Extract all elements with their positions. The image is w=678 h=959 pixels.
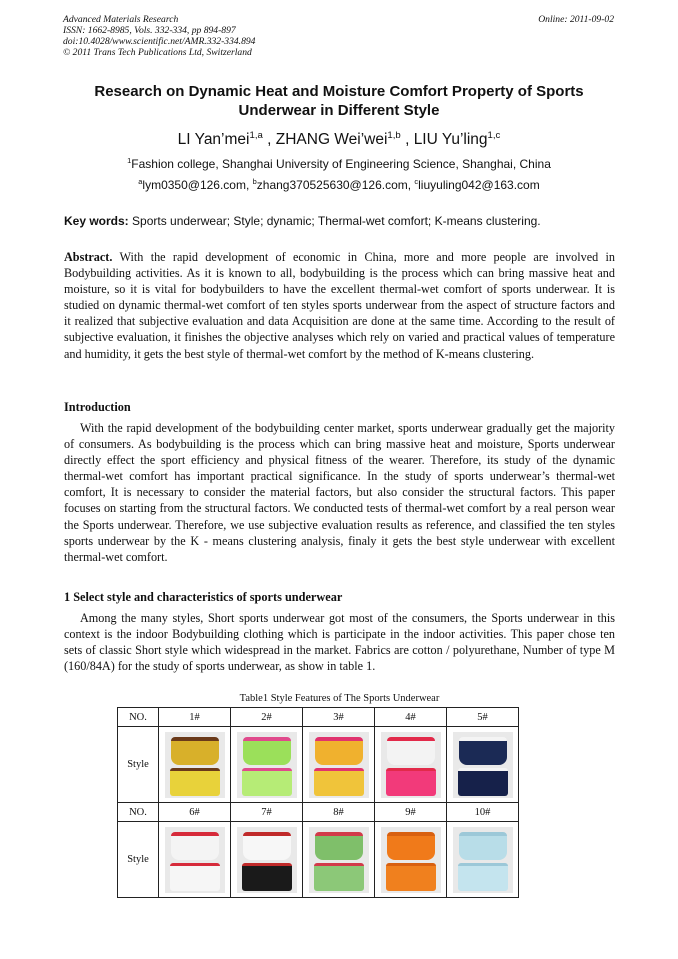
abstract-text: With the rapid development of economic in China, more and more people are involved in Bodybuilding activities. As it is known to all, bodybuilding is the process which can bring massive heat and moisture, so it is vital for bodybuilders to have the excellent thermal-wet comfort of sports underwear. It is studied on dynamic thermal-wet comfort of ten styles sports underwear from the aspect of structure factors and it realized that subjective evaluation and data Acquisition are done at the same time. According to the result of subjective evaluation, it finishes the objective analyses which rely on varied and practical values of temperature and humidity, it gets the best style of thermal-wet comfort by the method of K-means clustering.: [64, 250, 615, 361]
affiliation-sup: 1: [127, 156, 132, 165]
table-row: [118, 727, 519, 803]
underwear-photo: [165, 827, 225, 893]
underwear-photo: [381, 827, 441, 893]
title-line-2: Underwear in Different Style: [238, 102, 440, 119]
email-b: zhang370525630@126.com,: [256, 178, 415, 192]
underwear-photo: [309, 732, 369, 798]
email-c-sup: c: [414, 177, 419, 186]
issn-line: ISSN: 1662-8985, Vols. 332-334, pp 894-897: [63, 25, 236, 36]
author-2-sup: 1,b: [387, 129, 401, 141]
no-label: NO.: [118, 708, 159, 727]
style-number: 6#: [159, 803, 231, 822]
style-number: 7#: [231, 803, 303, 822]
online-date: Online: 2011-09-02: [538, 14, 614, 25]
style-label: Style: [118, 822, 159, 898]
style-number: 10#: [447, 803, 519, 822]
author-1-sup: 1,a: [249, 129, 263, 141]
style-number: 9#: [375, 803, 447, 822]
email-c: liuyuling042@163.com: [418, 178, 540, 192]
paper-title: [60, 82, 618, 120]
author-1: LI Yan’mei: [177, 131, 250, 148]
author-3-sup: 1,c: [487, 129, 501, 141]
copyright-line: © 2011 Trans Tech Publications Ltd, Switzerland: [63, 47, 252, 58]
affiliation-text: Fashion college, Shanghai University of Engineering Science, Shanghai, China: [131, 157, 551, 171]
table-caption: Table1 Style Features of The Sports Underwear: [239, 693, 440, 704]
keywords-text: Sports underwear; Style; dynamic; Thermal-wet comfort; K-means clustering.: [128, 214, 541, 228]
style-photo-cell: [447, 727, 519, 803]
email-b-sup: b: [252, 177, 257, 186]
underwear-photo: [453, 732, 513, 798]
style-photo-cell: [231, 822, 303, 898]
style-photo-cell: [303, 822, 375, 898]
affiliation: [60, 157, 618, 171]
underwear-photo: [453, 827, 513, 893]
style-number: 5#: [447, 708, 519, 727]
underwear-photo: [309, 827, 369, 893]
underwear-photo: [165, 732, 225, 798]
style-label: Style: [118, 727, 159, 803]
email-list: [60, 178, 618, 192]
author-list: [60, 131, 618, 149]
abstract: [64, 249, 615, 362]
style-photo-cell: [159, 822, 231, 898]
underwear-photo: [237, 732, 297, 798]
style-number: 4#: [375, 708, 447, 727]
style-number: 1#: [159, 708, 231, 727]
keywords: [64, 214, 541, 228]
author-3: LIU Yu’ling: [413, 131, 488, 148]
table-row: [118, 822, 519, 898]
style-table: [117, 707, 519, 898]
no-label: NO.: [118, 803, 159, 822]
author-separator: ,: [400, 131, 414, 148]
email-a-sup: a: [138, 177, 143, 186]
author-2: ZHANG Wei’wei: [275, 131, 388, 148]
style-number: 3#: [303, 708, 375, 727]
email-a: lym0350@126.com,: [142, 178, 253, 192]
style-photo-cell: [375, 822, 447, 898]
doi-line: doi:10.4028/www.scientific.net/AMR.332-334.894: [63, 36, 256, 47]
intro-heading: Introduction: [64, 400, 131, 414]
title-line-1: Research on Dynamic Heat and Moisture Comfort Property of Sports: [94, 83, 584, 100]
section1-text: Among the many styles, Short sports underwear got most of the consumers, the Sports underwear in this context is the indoor Bodybuilding clothing which is participate in the indoor activities. This paper chose ten sets of classic Short style which widespread in the market. Fabrics are cotton / polyurethane, Number of type M (160/84A) for the study of sports underwear, as show in table 1.: [64, 611, 615, 674]
journal-header: [63, 14, 255, 58]
abstract-label: Abstract.: [64, 250, 113, 264]
section1-heading: 1 Select style and characteristics of sports underwear: [64, 590, 343, 604]
intro-text: With the rapid development of the bodybuilding center market, sports underwear gradually get the majority of consumers. As bodybuilding is the process which can bring massive heat and moisture, Sports underwear directly effect the sport efficiency and physical fitness of the wearer. Therefore, its study of the dynamic thermal-wet comfort has important practical significance. In the study of sports underwear’s thermal-wet comfort, It is necessary to consider the material factors, but also consider the structural factors. This paper focuses on starting from the structural factors. We conducted tests of thermal-wet comfort by a real person wear the Sports underwear. Therefore, we use subjective evaluation results as reference, and classified the ten styles sports underwear by the K - means clustering analysis, finaly it gets the best style underwear with excellent thermal-wet comfort.: [64, 421, 615, 564]
author-separator: ,: [262, 131, 276, 148]
keywords-label: Key words:: [64, 214, 129, 228]
table-row: [118, 803, 519, 822]
style-photo-cell: [447, 822, 519, 898]
table-row: [118, 708, 519, 727]
style-photo-cell: [159, 727, 231, 803]
style-photo-cell: [231, 727, 303, 803]
style-number: 2#: [231, 708, 303, 727]
underwear-photo: [237, 827, 297, 893]
journal-name: Advanced Materials Research: [63, 14, 179, 25]
style-photo-cell: [375, 727, 447, 803]
style-photo-cell: [303, 727, 375, 803]
underwear-photo: [381, 732, 441, 798]
style-number: 8#: [303, 803, 375, 822]
